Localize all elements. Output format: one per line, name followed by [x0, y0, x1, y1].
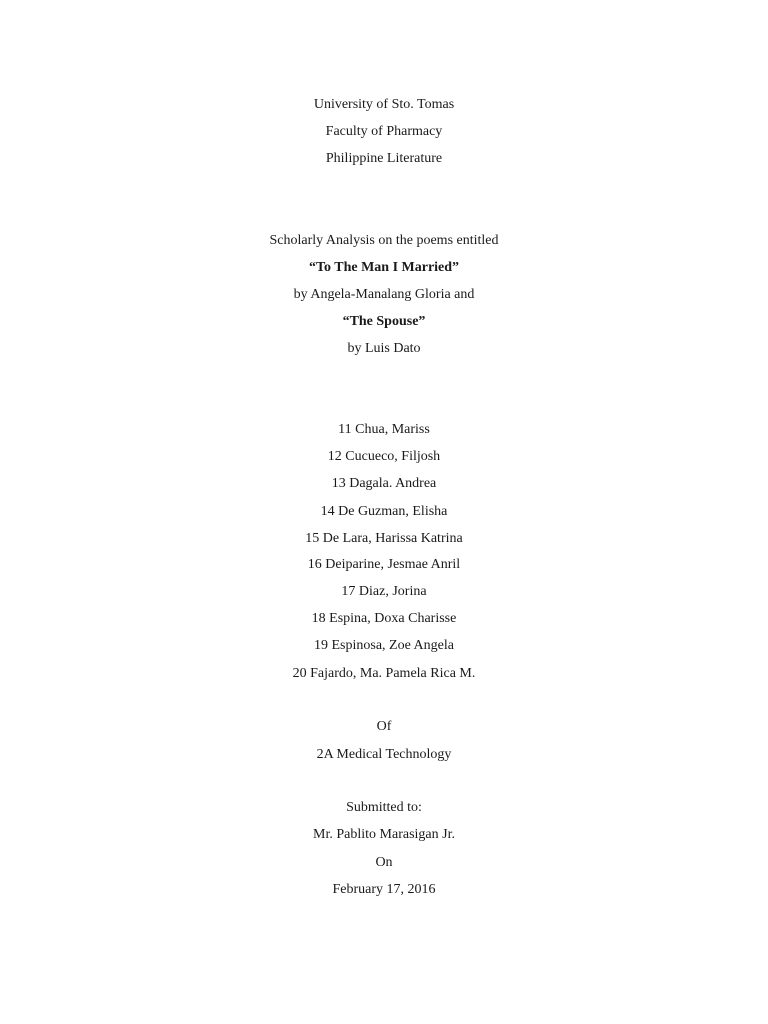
- author-list-item: 17 Diaz, Jorina: [341, 584, 427, 599]
- analysis-intro: Scholarly Analysis on the poems entitled: [269, 233, 499, 248]
- poem-author-1: by Angela-Manalang Gloria and: [293, 287, 475, 302]
- author-list-item: 14 De Guzman, Elisha: [320, 504, 448, 519]
- instructor-name: Mr. Pablito Marasigan Jr.: [313, 827, 455, 842]
- class-name: 2A Medical Technology: [316, 747, 452, 762]
- course-name: Philippine Literature: [325, 151, 443, 166]
- university-name: University of Sto. Tomas: [313, 97, 455, 112]
- submission-date: February 17, 2016: [332, 882, 436, 897]
- poem-title-1: “To The Man I Married”: [308, 260, 460, 275]
- poem-author-2: by Luis Dato: [347, 341, 421, 356]
- of-label: Of: [376, 719, 392, 734]
- author-list-item: 19 Espinosa, Zoe Angela: [314, 638, 454, 653]
- author-list-item: 12 Cucueco, Filjosh: [327, 449, 441, 464]
- author-list-item: 15 De Lara, Harissa Katrina: [305, 531, 463, 546]
- author-list-item: 16 Deiparine, Jesmae Anril: [307, 557, 461, 572]
- faculty-name: Faculty of Pharmacy: [325, 124, 443, 139]
- submitted-to-label: Submitted to:: [346, 800, 422, 815]
- poem-title-2: “The Spouse”: [342, 314, 426, 329]
- author-list-item: 11 Chua, Mariss: [338, 422, 430, 437]
- author-list-item: 13 Dagala. Andrea: [331, 476, 437, 491]
- on-label: On: [375, 855, 393, 870]
- author-list-item: 20 Fajardo, Ma. Pamela Rica M.: [292, 666, 476, 681]
- author-list-item: 18 Espina, Doxa Charisse: [311, 611, 457, 626]
